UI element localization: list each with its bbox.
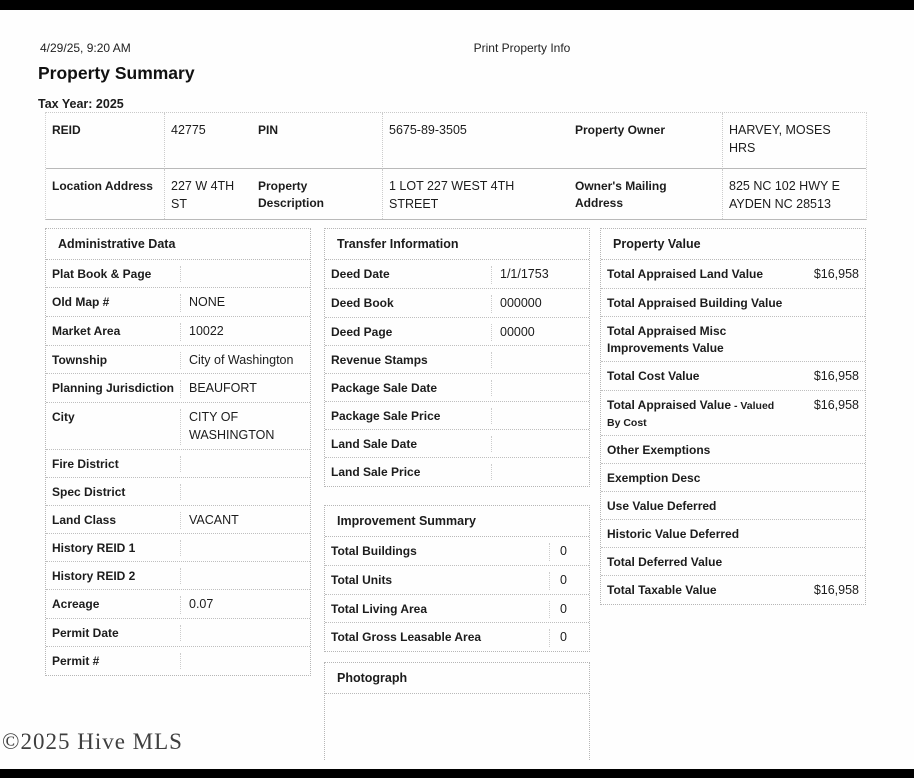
field-value [180, 456, 304, 472]
field-value [491, 408, 583, 424]
field-value: $16,958 [813, 368, 859, 383]
field-row [601, 492, 865, 520]
field-row [601, 436, 865, 464]
section-improvement-summary [324, 505, 590, 652]
field-label-property-description: Property Description [258, 179, 325, 210]
section-title-improvement-summary: Improvement Summary [325, 506, 589, 537]
field-row [601, 576, 865, 604]
field-value: NONE [180, 294, 304, 312]
field-label: History REID 2 [52, 569, 136, 584]
field-value: 0 [549, 543, 583, 561]
field-label: Total Deferred Value [607, 554, 723, 569]
field-label: City [52, 410, 75, 425]
bottom-letterbox-bar [0, 769, 914, 778]
field-row [46, 562, 310, 590]
field-label: Exemption Desc [607, 470, 701, 485]
field-value [180, 653, 304, 669]
field-row [601, 289, 865, 317]
field-label: Historic Value Deferred [607, 526, 740, 541]
section-transfer-information [324, 228, 590, 487]
field-row [325, 537, 589, 566]
field-row [46, 288, 310, 317]
field-label: History REID 1 [52, 541, 136, 556]
field-row [46, 647, 310, 675]
field-value-location-address: 227 W 4TH ST [164, 169, 252, 219]
field-row [46, 506, 310, 535]
field-value: CITY OF WASHINGTON [180, 409, 304, 445]
field-value: $16,958 [813, 267, 859, 281]
field-label: Total Buildings [331, 544, 417, 558]
field-value: City of Washington [180, 352, 304, 370]
field-value-property-description: 1 LOT 227 WEST 4TH STREET [382, 169, 569, 219]
field-row [325, 566, 589, 595]
field-row [601, 520, 865, 548]
field-value: 1/1/1753 [491, 266, 583, 284]
field-row [325, 458, 589, 486]
field-value-owners-mailing-address: 825 NC 102 HWY E AYDEN NC 28513 [722, 169, 866, 219]
field-row [325, 595, 589, 624]
section-title-administrative-data: Administrative Data [46, 229, 310, 260]
field-label: Total Gross Leasable Area [331, 630, 482, 645]
field-label: Plat Book & Page [52, 267, 152, 281]
field-row [46, 403, 310, 450]
parcel-summary-table [45, 112, 867, 220]
field-row [325, 289, 589, 318]
field-row [601, 317, 865, 362]
field-value-pin: 5675-89-3505 [382, 113, 569, 169]
transfer-information-rows [325, 260, 589, 486]
field-label: Total Appraised Misc Improvements Value [607, 323, 727, 355]
top-letterbox-bar [0, 0, 914, 10]
field-row [601, 464, 865, 492]
field-label: Land Class [52, 512, 117, 527]
field-label: Total Appraised Value - Valued By Cost [607, 397, 775, 429]
field-label: Spec District [52, 484, 126, 499]
property-value-rows [601, 260, 865, 604]
field-row [46, 346, 310, 375]
field-label: Total Units [331, 572, 393, 587]
field-label: Package Sale Price [331, 409, 441, 424]
field-value: 000000 [491, 295, 583, 313]
field-value [180, 568, 304, 584]
section-property-value [600, 228, 866, 605]
field-value: VACANT [180, 512, 304, 530]
tax-year-label: Tax Year: 2025 [38, 97, 124, 111]
field-label: Planning Jurisdiction [52, 381, 175, 396]
field-row [46, 450, 310, 478]
field-row [325, 260, 589, 289]
field-label: Old Map # [52, 295, 110, 310]
field-label-pin: PIN [252, 113, 382, 169]
copyright-watermark: ©2025 Hive MLS [2, 729, 183, 754]
section-title-photograph: Photograph [325, 663, 589, 694]
field-label: Total Living Area [331, 601, 428, 616]
field-value: BEAUFORT [180, 380, 304, 398]
field-value: 0 [549, 629, 583, 647]
field-row [46, 317, 310, 346]
field-label: Market Area [52, 323, 121, 338]
field-row [601, 260, 865, 289]
field-row [601, 391, 865, 436]
section-title-property-value: Property Value [601, 229, 865, 260]
field-label-reid: REID [46, 113, 164, 169]
page-title: Property Summary [38, 63, 195, 83]
field-value: 0 [549, 572, 583, 590]
field-label: Land Sale Date [331, 437, 418, 452]
print-timestamp: 4/29/25, 9:20 AM [40, 41, 131, 55]
field-label: Permit Date [52, 626, 119, 641]
field-label: Total Appraised Land Value [607, 267, 764, 281]
field-label: Other Exemptions [607, 442, 711, 457]
field-value-property-owner: HARVEY, MOSES HRS [722, 113, 866, 169]
field-value: 10022 [180, 323, 304, 341]
field-row [325, 623, 589, 651]
field-label: Land Sale Price [331, 465, 421, 480]
field-label: Fire District [52, 456, 119, 471]
field-label: Revenue Stamps [331, 353, 428, 368]
field-label: Package Sale Date [331, 381, 438, 396]
field-label: Total Taxable Value [607, 582, 717, 597]
field-row [325, 402, 589, 430]
field-row [325, 346, 589, 374]
field-row [46, 374, 310, 403]
field-value: $16,958 [813, 397, 859, 412]
print-header-title: Print Property Info [473, 41, 571, 55]
field-label: Total Cost Value [607, 368, 700, 383]
field-label-location-address: Location Address [52, 179, 153, 193]
field-value-reid: 42775 [164, 113, 252, 169]
field-label: Deed Page [331, 324, 393, 339]
field-row [46, 478, 310, 506]
field-label: Deed Date [331, 267, 390, 281]
field-value [180, 266, 304, 282]
field-row [46, 260, 310, 288]
field-row [325, 430, 589, 458]
section-administrative-data [45, 228, 311, 676]
field-label: Permit # [52, 654, 100, 669]
field-value [491, 436, 583, 452]
field-value [180, 540, 304, 556]
field-row [46, 590, 310, 619]
field-row [46, 619, 310, 647]
administrative-data-rows [46, 260, 310, 675]
field-value: $16,958 [813, 582, 859, 597]
field-row [325, 374, 589, 402]
field-value [180, 484, 304, 500]
field-label-suffix: - Valued By Cost [607, 399, 775, 429]
field-label-owners-mailing-address: Owner's Mailing Address [575, 179, 667, 210]
field-label: Acreage [52, 597, 100, 612]
field-value: 00000 [491, 324, 583, 342]
field-label: Use Value Deferred [607, 498, 717, 513]
field-value: 0 [549, 601, 583, 619]
improvement-summary-rows [325, 537, 589, 651]
field-row [46, 534, 310, 562]
section-title-transfer-information: Transfer Information [325, 229, 589, 260]
field-label: Deed Book [331, 295, 394, 310]
field-row [601, 362, 865, 391]
section-photograph [324, 662, 590, 760]
field-row [325, 318, 589, 347]
field-label: Total Appraised Building Value [607, 295, 783, 310]
field-value [491, 380, 583, 396]
field-value [180, 625, 304, 641]
field-value [491, 464, 583, 480]
field-label-property-owner: Property Owner [569, 113, 722, 169]
field-label: Township [52, 352, 108, 367]
field-value: 0.07 [180, 596, 304, 614]
field-row [601, 548, 865, 576]
field-value [491, 352, 583, 368]
